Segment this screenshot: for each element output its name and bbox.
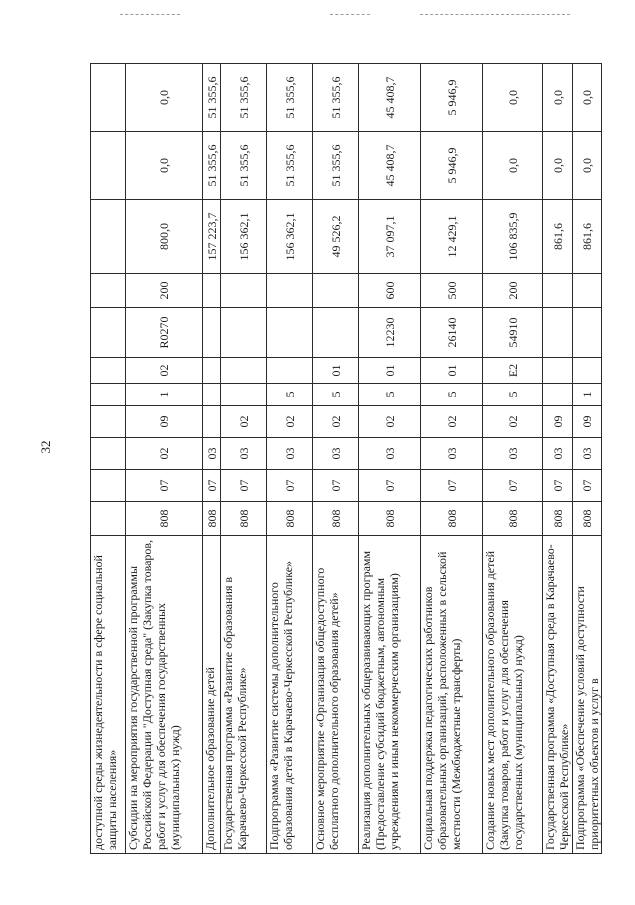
cell-subsection: 03 xyxy=(483,438,543,470)
row-name: Субсидии на мероприятия государственной программы Российской Федерации "Доступная среда" (Закупка товаров, работ и услуг для обеспечения государственных (муниципальных) нужд) xyxy=(126,536,203,854)
cell-event: E2 xyxy=(483,358,543,384)
row-name: Основное мероприятие «Организация общедоступного бесплатного дополнительного образования детей» xyxy=(313,536,359,854)
row-name: Дополнительное образование детей xyxy=(203,536,221,854)
cell-section: 07 xyxy=(543,470,573,502)
cell-expense-type xyxy=(203,274,221,308)
cell-section: 07 xyxy=(483,470,543,502)
cell-amount-1: 800,0 xyxy=(126,200,203,274)
cell-section: 07 xyxy=(126,470,203,502)
cell-amount-1: 106 835,9 xyxy=(483,200,543,274)
table-row xyxy=(221,64,267,854)
cell-subsection: 03 xyxy=(221,438,267,470)
cell-subprogram: 1 xyxy=(126,384,203,406)
scan-artifact xyxy=(120,14,180,15)
cell-ministry: 808 xyxy=(573,502,602,536)
cell-amount-1: 157 223,7 xyxy=(203,200,221,274)
cell-direction: R0270 xyxy=(126,308,203,358)
cell-section: 07 xyxy=(203,470,221,502)
cell-program: 02 xyxy=(359,406,421,438)
cell-program: 02 xyxy=(221,406,267,438)
table-row xyxy=(421,64,483,854)
cell-subprogram: 5 xyxy=(421,384,483,406)
cell-program: 09 xyxy=(126,406,203,438)
cell-subprogram xyxy=(203,384,221,406)
cell-event xyxy=(221,358,267,384)
table-row xyxy=(126,64,203,854)
row-name: Государственная программа «Доступная среда в Карачаево-Черкесской Республике» xyxy=(543,536,573,854)
cell-ministry: 808 xyxy=(483,502,543,536)
cell-amount-1: 156 362,1 xyxy=(221,200,267,274)
cell-ministry: 808 xyxy=(421,502,483,536)
cell-subsection: 02 xyxy=(126,438,203,470)
cell-ministry: 808 xyxy=(221,502,267,536)
cell-amount-3: 45 408,7 xyxy=(359,64,421,132)
cell-program: 02 xyxy=(267,406,313,438)
cell-amount-1: 12 429,1 xyxy=(421,200,483,274)
cell-section xyxy=(91,470,126,502)
cell-expense-type: 600 xyxy=(359,274,421,308)
budget-table xyxy=(90,63,602,854)
cell-amount-1: 37 097,1 xyxy=(359,200,421,274)
cell-ministry: 808 xyxy=(267,502,313,536)
cell-direction xyxy=(573,308,602,358)
cell-subsection: 03 xyxy=(267,438,313,470)
cell-program xyxy=(91,406,126,438)
cell-event xyxy=(203,358,221,384)
table-row xyxy=(573,64,602,854)
cell-direction: 12230 xyxy=(359,308,421,358)
cell-program: 09 xyxy=(543,406,573,438)
cell-subsection: 03 xyxy=(203,438,221,470)
scan-artifact xyxy=(330,14,370,15)
cell-amount-3: 0,0 xyxy=(573,64,602,132)
cell-expense-type: 200 xyxy=(483,274,543,308)
cell-subsection xyxy=(91,438,126,470)
cell-expense-type xyxy=(221,274,267,308)
cell-subprogram: 5 xyxy=(313,384,359,406)
cell-event: 01 xyxy=(359,358,421,384)
cell-program: 02 xyxy=(483,406,543,438)
cell-amount-3: 51 355,6 xyxy=(221,64,267,132)
cell-subprogram: 5 xyxy=(483,384,543,406)
cell-amount-2: 51 355,6 xyxy=(267,132,313,200)
cell-ministry: 808 xyxy=(126,502,203,536)
cell-section: 07 xyxy=(421,470,483,502)
cell-amount-1: 861,6 xyxy=(543,200,573,274)
table-row xyxy=(359,64,421,854)
cell-amount-1: 49 526,2 xyxy=(313,200,359,274)
table-row xyxy=(203,64,221,854)
cell-amount-2 xyxy=(91,132,126,200)
cell-expense-type xyxy=(543,274,573,308)
cell-program: 02 xyxy=(313,406,359,438)
cell-expense-type: 200 xyxy=(126,274,203,308)
cell-direction: 26140 xyxy=(421,308,483,358)
cell-amount-3: 0,0 xyxy=(483,64,543,132)
table-row xyxy=(313,64,359,854)
cell-subsection: 03 xyxy=(543,438,573,470)
cell-expense-type xyxy=(267,274,313,308)
row-name: Подпрограмма «Обеспечение условий доступности приоритетных объектов и услуг в xyxy=(573,536,602,854)
cell-amount-2: 0,0 xyxy=(483,132,543,200)
cell-subsection: 03 xyxy=(421,438,483,470)
cell-direction: 54910 xyxy=(483,308,543,358)
cell-amount-2: 51 355,6 xyxy=(313,132,359,200)
cell-amount-3 xyxy=(91,64,126,132)
page-number: 32 xyxy=(38,440,53,454)
cell-expense-type xyxy=(573,274,602,308)
cell-amount-2: 0,0 xyxy=(543,132,573,200)
table-row xyxy=(267,64,313,854)
cell-program xyxy=(203,406,221,438)
cell-amount-1: 861,6 xyxy=(573,200,602,274)
cell-expense-type xyxy=(91,274,126,308)
cell-direction xyxy=(543,308,573,358)
cell-subprogram xyxy=(543,384,573,406)
cell-amount-2: 45 408,7 xyxy=(359,132,421,200)
row-name: доступной среды жизнедеятельности в сфере социальной защиты населения» xyxy=(91,536,126,854)
cell-ministry: 808 xyxy=(313,502,359,536)
cell-subprogram xyxy=(91,384,126,406)
cell-subprogram: 1 xyxy=(573,384,602,406)
cell-section: 07 xyxy=(267,470,313,502)
cell-section: 07 xyxy=(313,470,359,502)
row-name: Создание новых мест дополнительного образования детей (Закупка товаров, работ и услуг для обеспечения государственных (муниципальных) нужд) xyxy=(483,536,543,854)
scan-artifact xyxy=(420,14,570,15)
cell-direction xyxy=(203,308,221,358)
cell-section: 07 xyxy=(221,470,267,502)
cell-subprogram xyxy=(221,384,267,406)
cell-expense-type: 500 xyxy=(421,274,483,308)
table-row xyxy=(543,64,573,854)
cell-event: 02 xyxy=(126,358,203,384)
cell-expense-type xyxy=(313,274,359,308)
cell-amount-2: 5 946,9 xyxy=(421,132,483,200)
cell-section: 07 xyxy=(359,470,421,502)
cell-amount-1 xyxy=(91,200,126,274)
cell-subprogram: 5 xyxy=(267,384,313,406)
cell-subprogram: 5 xyxy=(359,384,421,406)
table-row xyxy=(91,64,126,854)
cell-program: 09 xyxy=(573,406,602,438)
cell-subsection: 03 xyxy=(573,438,602,470)
cell-amount-3: 51 355,6 xyxy=(267,64,313,132)
budget-table-container xyxy=(90,64,600,854)
row-name: Реализация дополнительных общеразвивающих программ (Предоставление субсидий бюджетным, автономным учреждениям и иным некоммерческим организациям) xyxy=(359,536,421,854)
cell-amount-3: 5 946,9 xyxy=(421,64,483,132)
table-row xyxy=(483,64,543,854)
cell-amount-3: 51 355,6 xyxy=(203,64,221,132)
cell-section: 07 xyxy=(573,470,602,502)
cell-direction xyxy=(221,308,267,358)
cell-event xyxy=(543,358,573,384)
cell-event: 01 xyxy=(421,358,483,384)
cell-program: 02 xyxy=(421,406,483,438)
row-name: Государственная программа «Развитие образования в Карачаево-Черкесской Республике» xyxy=(221,536,267,854)
cell-ministry: 808 xyxy=(543,502,573,536)
cell-subsection: 03 xyxy=(359,438,421,470)
cell-amount-1: 156 362,1 xyxy=(267,200,313,274)
cell-amount-3: 0,0 xyxy=(543,64,573,132)
cell-amount-3: 0,0 xyxy=(126,64,203,132)
cell-subsection: 03 xyxy=(313,438,359,470)
cell-event xyxy=(573,358,602,384)
cell-amount-2: 51 355,6 xyxy=(203,132,221,200)
cell-ministry xyxy=(91,502,126,536)
cell-amount-2: 51 355,6 xyxy=(221,132,267,200)
cell-direction xyxy=(91,308,126,358)
cell-event xyxy=(267,358,313,384)
cell-event xyxy=(91,358,126,384)
row-name: Подпрограмма «Развитие системы дополнительного образования детей в Карачаево-Черкесской Республике» xyxy=(267,536,313,854)
cell-amount-2: 0,0 xyxy=(126,132,203,200)
cell-direction xyxy=(313,308,359,358)
row-name: Социальная поддержка педагогических работников образовательных организаций, расположенных в сельской местности (Межбюджетные трансферты) xyxy=(421,536,483,854)
cell-event: 01 xyxy=(313,358,359,384)
cell-amount-3: 51 355,6 xyxy=(313,64,359,132)
cell-ministry: 808 xyxy=(359,502,421,536)
cell-amount-2: 0,0 xyxy=(573,132,602,200)
cell-direction xyxy=(267,308,313,358)
cell-ministry: 808 xyxy=(203,502,221,536)
